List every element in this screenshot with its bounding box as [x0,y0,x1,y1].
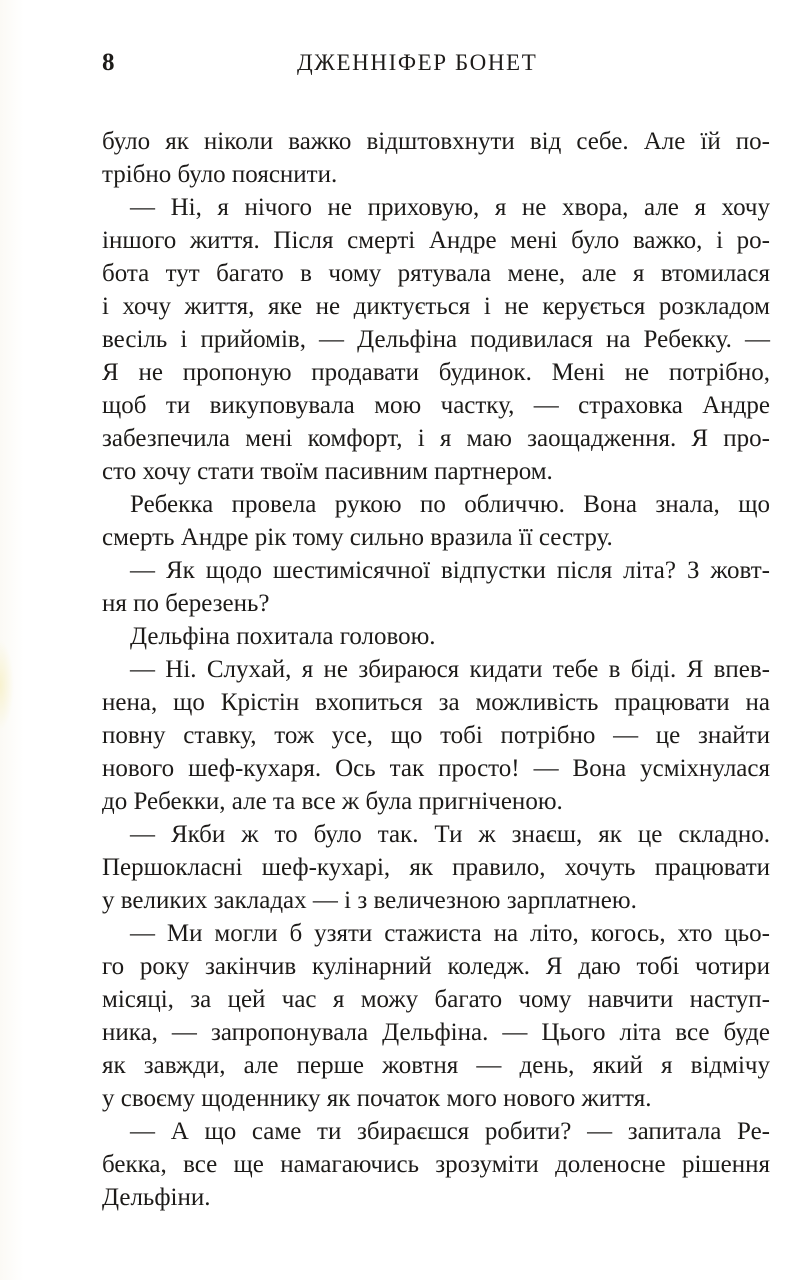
text-line: — Як щодо шестимісячної відпустки після літа? З жовт- [130,557,770,584]
text-line: Першокласні шеф-кухарі, як правило, хочуть працювати [102,854,770,881]
text-line: трібно було пояснити. [102,161,338,188]
text-line: Я не пропоную продавати будинок. Мені не потрібно, [102,359,770,386]
text-line: до Ребекки, але та все ж була пригніченою. [102,788,563,815]
text-line: Дельфіна похитала головою. [130,623,436,650]
text-line: нового шеф-кухаря. Ось так просто! — Вона усміхнулася [102,755,770,782]
text-line: сто хочу стати твоїм пасивним партнером. [102,458,553,485]
text-line: ня по березень? [102,590,270,617]
text-line: — Якби ж то було так. Ти ж знаєш, як це складно. [130,821,770,848]
running-header [102,48,772,78]
text-line: у великих закладах — і з величезною зарплатнею. [102,887,637,914]
text-line: щоб ти викуповувала мою частку, — страховка Андре [102,392,770,419]
text-line: — А що саме ти збираєшся робити? — запитала Ре- [130,1118,770,1145]
body-text [102,125,770,1214]
text-line: весіль і прийомів, — Дельфіна подивилася на Ребекку. — [102,326,770,353]
text-line: смерть Андре рік тому сильно вразила її сестру. [102,524,613,551]
text-line: забезпечила мені комфорт, і я маю заощадження. Я про- [102,425,770,452]
running-header-author: ДЖЕННІФЕР БОНЕТ [297,50,538,75]
page-edge-highlight [0,640,14,730]
text-line: місяці, за цей час я можу багато чому навчити наступ- [102,986,770,1013]
text-line: — Ні, я нічого не приховую, я не хвора, але я хочу [130,194,770,221]
page-number: 8 [102,49,115,76]
text-line: у своєму щоденнику як початок мого нового життя. [102,1085,652,1112]
text-line: було як ніколи важко відштовхнути від себе. Але їй по- [102,128,770,155]
text-line: го року закінчив кулінарний коледж. Я даю тобі чотири [102,953,770,980]
text-line: іншого життя. Після смерті Андре мені було важко, і ро- [102,227,770,254]
text-line: нена, що Крістін вхопиться за можливість працювати на [102,689,770,716]
text-line: і хочу життя, яке не диктується і не керується розкладом [102,293,770,320]
text-line: Ребекка провела рукою по обличчю. Вона знала, що [130,491,770,518]
text-line: — Ні. Слухай, я не збираюся кидати тебе в біді. Я впев- [130,656,770,683]
text-line: ника, — запропонувала Дельфіна. — Цього літа все буде [102,1019,770,1046]
text-line: бекка, все ще намагаючись зрозуміти доленосне рішення [102,1151,770,1178]
text-line: Дельфіни. [102,1184,211,1211]
text-line: бота тут багато в чому рятувала мене, але я втомилася [102,260,770,287]
text-line: — Ми могли б узяти стажиста на літо, когось, хто цьо- [130,920,770,947]
text-line: повну ставку, тож усе, що тобі потрібно — це знайти [102,722,770,749]
text-line: як завжди, але перше жовтня — день, який я відмічу [102,1052,770,1079]
